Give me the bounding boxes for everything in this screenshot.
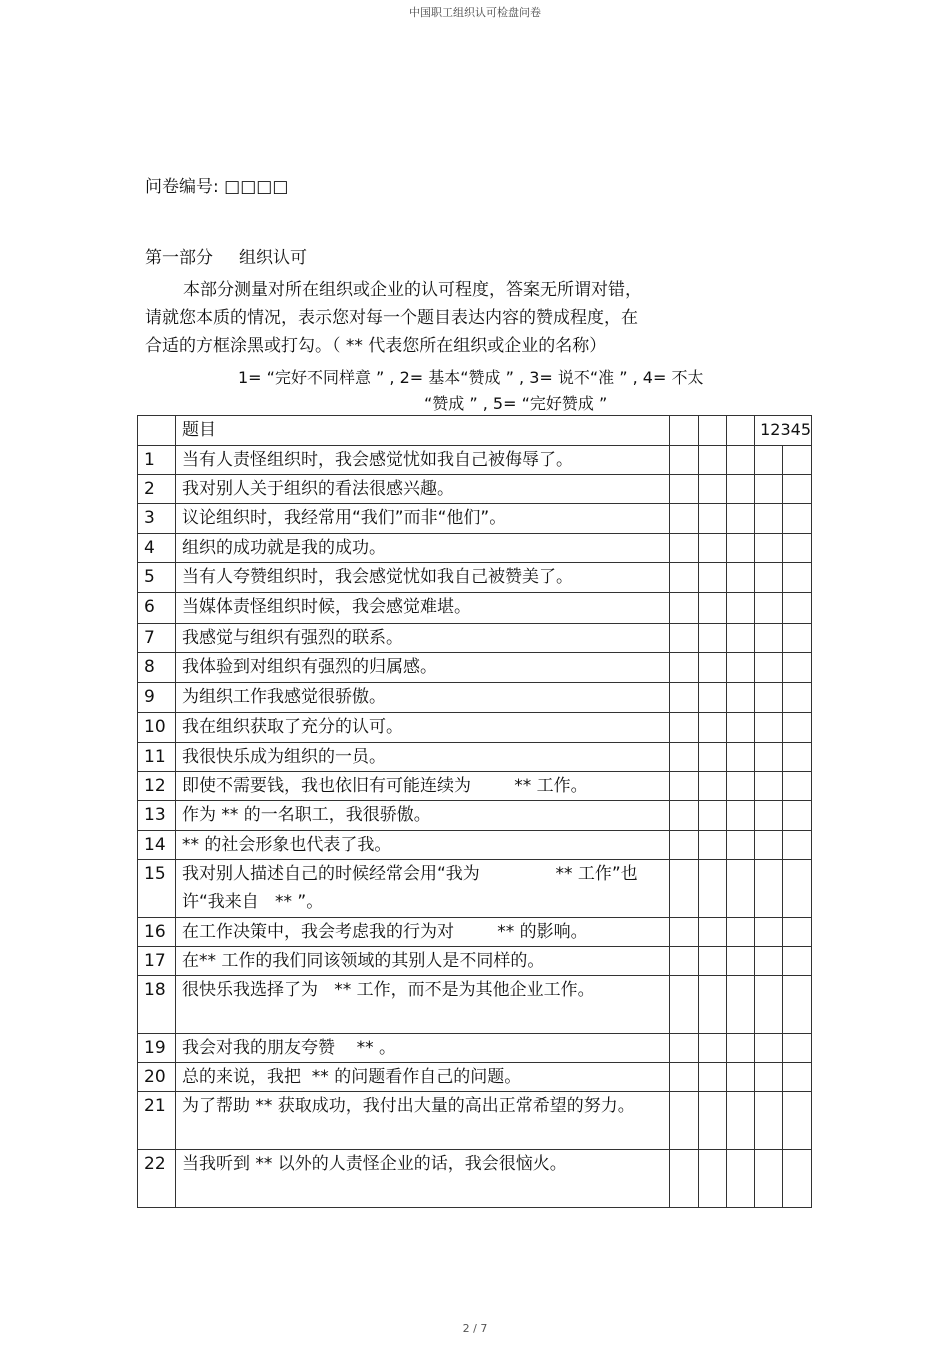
answer-box-4[interactable] [755, 713, 783, 743]
answer-box-2[interactable] [699, 976, 727, 1034]
item-text: 在** 工作的我们同该领域的其别人是不同样的。 [176, 947, 670, 976]
answer-box-2[interactable] [699, 772, 727, 801]
answer-box-5[interactable] [783, 743, 812, 772]
answer-box-1[interactable] [670, 831, 699, 860]
answer-box-2[interactable] [699, 593, 727, 624]
item-text: 为了帮助 ** 获取成功，我付出大量的高出正常希望的努力。 [176, 1092, 670, 1150]
item-text: 当有人责怪组织时，我会感觉忧如我自己被侮辱了。 [176, 446, 670, 475]
answer-box-2[interactable] [699, 446, 727, 475]
table-row [138, 534, 812, 563]
table-row [138, 1150, 812, 1208]
intro-line: 请就您本质的情况，表示您对每一个题目表达内容的赞成程度，在 [145, 308, 638, 328]
answer-box-5[interactable] [783, 683, 812, 713]
header-score-cell [727, 416, 755, 446]
item-number: 21 [138, 1092, 176, 1150]
answer-box-1[interactable] [670, 947, 699, 976]
answer-box-4[interactable] [755, 772, 783, 801]
item-number: 4 [138, 534, 176, 563]
answer-box-2[interactable] [699, 801, 727, 831]
answer-box-3[interactable] [727, 1150, 755, 1208]
item-text: 很快乐我选择了为 ** 工作，而不是为其他企业工作。 [176, 976, 670, 1034]
answer-box-2[interactable] [699, 860, 727, 918]
item-number: 3 [138, 504, 176, 534]
answer-box-1[interactable] [670, 446, 699, 475]
item-text: 总的来说，我把 ** 的问题看作自己的问题。 [176, 1063, 670, 1092]
answer-box-5[interactable] [783, 772, 812, 801]
answer-box-2[interactable] [699, 1150, 727, 1208]
answer-box-2[interactable] [699, 475, 727, 504]
answer-box-4[interactable] [755, 976, 783, 1034]
table-row [138, 1034, 812, 1063]
answer-box-2[interactable] [699, 918, 727, 947]
answer-box-2[interactable] [699, 563, 727, 593]
answer-box-4[interactable] [755, 624, 783, 653]
answer-box-4[interactable] [755, 860, 783, 918]
answer-box-4[interactable] [755, 918, 783, 947]
document-header: 中国职工组织认可检盘问卷 [409, 6, 541, 19]
answer-box-1[interactable] [670, 1034, 699, 1063]
answer-box-3[interactable] [727, 1034, 755, 1063]
table-row [138, 593, 812, 624]
item-number: 13 [138, 801, 176, 831]
answer-box-2[interactable] [699, 947, 727, 976]
answer-box-5[interactable] [783, 801, 812, 831]
answer-box-2[interactable] [699, 1063, 727, 1092]
table-row [138, 918, 812, 947]
answer-box-3[interactable] [727, 947, 755, 976]
questionnaire-number: 问卷编号: □□□□ [145, 177, 289, 197]
answer-box-5[interactable] [783, 446, 812, 475]
answer-box-3[interactable] [727, 534, 755, 563]
item-number: 2 [138, 475, 176, 504]
answer-box-3[interactable] [727, 713, 755, 743]
answer-box-5[interactable] [783, 947, 812, 976]
section-label: 第一部分 [145, 248, 213, 268]
answer-box-1[interactable] [670, 1063, 699, 1092]
header-number-cell [138, 416, 176, 446]
scale-legend-line: 1= “完好不同样意 ” , 2= 基本“赞成 ” , 3= 说不“准 ” , 4= 不太 [238, 368, 704, 387]
survey-table-body [138, 416, 812, 1208]
answer-box-4[interactable] [755, 801, 783, 831]
answer-box-2[interactable] [699, 504, 727, 534]
answer-box-4[interactable] [755, 1092, 783, 1150]
answer-box-3[interactable] [727, 976, 755, 1034]
answer-box-3[interactable] [727, 1063, 755, 1092]
answer-box-3[interactable] [727, 653, 755, 683]
item-number: 10 [138, 713, 176, 743]
header-score-cell [699, 416, 727, 446]
answer-box-1[interactable] [670, 918, 699, 947]
item-text: 我体验到对组织有强烈的归属感。 [176, 653, 670, 683]
answer-box-5[interactable] [783, 1034, 812, 1063]
item-number: 15 [138, 860, 176, 918]
answer-box-1[interactable] [670, 860, 699, 918]
item-text: 组织的成功就是我的成功。 [176, 534, 670, 563]
answer-box-2[interactable] [699, 743, 727, 772]
answer-box-4[interactable] [755, 504, 783, 534]
answer-box-1[interactable] [670, 1150, 699, 1208]
header-item-cell: 题目 [176, 416, 670, 446]
answer-box-2[interactable] [699, 534, 727, 563]
answer-box-3[interactable] [727, 624, 755, 653]
item-number: 7 [138, 624, 176, 653]
item-number: 20 [138, 1063, 176, 1092]
answer-box-4[interactable] [755, 563, 783, 593]
answer-box-3[interactable] [727, 918, 755, 947]
answer-box-4[interactable] [755, 831, 783, 860]
answer-box-3[interactable] [727, 563, 755, 593]
item-number: 6 [138, 593, 176, 624]
item-number: 18 [138, 976, 176, 1034]
answer-box-5[interactable] [783, 593, 812, 624]
table-row [138, 446, 812, 475]
answer-box-5[interactable] [783, 624, 812, 653]
survey-table [137, 415, 812, 1208]
table-row [138, 976, 812, 1034]
answer-box-3[interactable] [727, 446, 755, 475]
answer-box-1[interactable] [670, 593, 699, 624]
answer-box-2[interactable] [699, 1092, 727, 1150]
answer-box-4[interactable] [755, 446, 783, 475]
item-number: 22 [138, 1150, 176, 1208]
item-text: 为组织工作我感觉很骄傲。 [176, 683, 670, 713]
answer-box-1[interactable] [670, 504, 699, 534]
item-number: 5 [138, 563, 176, 593]
answer-box-5[interactable] [783, 534, 812, 563]
item-text: 我会对我的朋友夸赞 ** 。 [176, 1034, 670, 1063]
answer-box-5[interactable] [783, 1092, 812, 1150]
answer-box-1[interactable] [670, 624, 699, 653]
item-number: 1 [138, 446, 176, 475]
answer-box-5[interactable] [783, 831, 812, 860]
answer-box-4[interactable] [755, 593, 783, 624]
answer-box-5[interactable] [783, 504, 812, 534]
table-row [138, 831, 812, 860]
intro-line: 合适的方框涂黑或打勾。（ ** 代表您所在组织或企业的名称） [145, 336, 607, 356]
answer-box-4[interactable] [755, 1063, 783, 1092]
answer-box-2[interactable] [699, 713, 727, 743]
table-row [138, 772, 812, 801]
answer-box-4[interactable] [755, 475, 783, 504]
table-header-row [138, 416, 812, 446]
table-row [138, 653, 812, 683]
item-text: 议论组织时，我经常用“我们”而非“他们”。 [176, 504, 670, 534]
item-text: 即使不需要钱，我也依旧有可能连续为 ** 工作。 [176, 772, 670, 801]
table-row [138, 504, 812, 534]
section-title: 组织认可 [239, 248, 307, 268]
answer-box-4[interactable] [755, 683, 783, 713]
item-text: ** 的社会形象也代表了我。 [176, 831, 670, 860]
answer-box-1[interactable] [670, 475, 699, 504]
answer-box-5[interactable] [783, 976, 812, 1034]
intro-line: 本部分测量对所在组织或企业的认可程度，答案无所谓对错， [183, 280, 642, 300]
table-row [138, 801, 812, 831]
answer-box-2[interactable] [699, 831, 727, 860]
section-heading [145, 243, 307, 268]
answer-box-5[interactable] [783, 653, 812, 683]
item-number: 9 [138, 683, 176, 713]
answer-box-3[interactable] [727, 772, 755, 801]
answer-box-1[interactable] [670, 1092, 699, 1150]
answer-box-5[interactable] [783, 563, 812, 593]
answer-box-1[interactable] [670, 976, 699, 1034]
answer-box-3[interactable] [727, 593, 755, 624]
item-text: 我感觉与组织有强烈的联系。 [176, 624, 670, 653]
answer-box-2[interactable] [699, 624, 727, 653]
item-number: 12 [138, 772, 176, 801]
item-text: 当媒体责怪组织时候，我会感觉难堪。 [176, 593, 670, 624]
item-number: 17 [138, 947, 176, 976]
answer-box-3[interactable] [727, 743, 755, 772]
item-text: 当有人夸赞组织时，我会感觉忧如我自己被赞美了。 [176, 563, 670, 593]
table-row [138, 1063, 812, 1092]
item-text: 我在组织获取了充分的认可。 [176, 713, 670, 743]
table-row [138, 713, 812, 743]
answer-box-2[interactable] [699, 683, 727, 713]
answer-box-3[interactable] [727, 475, 755, 504]
answer-box-3[interactable] [727, 860, 755, 918]
answer-box-4[interactable] [755, 947, 783, 976]
answer-box-1[interactable] [670, 563, 699, 593]
answer-box-4[interactable] [755, 534, 783, 563]
answer-box-2[interactable] [699, 653, 727, 683]
table-row [138, 563, 812, 593]
header-scale-cell: 12345 [755, 416, 812, 446]
answer-box-5[interactable] [783, 1063, 812, 1092]
answer-box-5[interactable] [783, 713, 812, 743]
item-text: 我对别人关于组织的看法很感兴趣。 [176, 475, 670, 504]
item-number: 11 [138, 743, 176, 772]
answer-box-3[interactable] [727, 801, 755, 831]
table-row [138, 683, 812, 713]
item-text: 作为 ** 的一名职工，我很骄傲。 [176, 801, 670, 831]
page-number: 2 / 7 [462, 1322, 488, 1335]
table-row [138, 624, 812, 653]
table-row [138, 860, 812, 918]
answer-box-1[interactable] [670, 653, 699, 683]
answer-box-1[interactable] [670, 772, 699, 801]
answer-box-5[interactable] [783, 860, 812, 918]
answer-box-1[interactable] [670, 683, 699, 713]
answer-box-5[interactable] [783, 1150, 812, 1208]
item-text: 我对别人描述自己的时候经常会用“我为 ** 工作”也许“我来自 ** ”。 [176, 860, 670, 918]
item-text: 当我听到 ** 以外的人责怪企业的话，我会很恼火。 [176, 1150, 670, 1208]
table-row [138, 947, 812, 976]
answer-box-3[interactable] [727, 831, 755, 860]
answer-box-4[interactable] [755, 1034, 783, 1063]
answer-box-4[interactable] [755, 653, 783, 683]
answer-box-4[interactable] [755, 743, 783, 772]
item-number: 19 [138, 1034, 176, 1063]
table-row [138, 743, 812, 772]
answer-box-4[interactable] [755, 1150, 783, 1208]
item-number: 8 [138, 653, 176, 683]
answer-box-1[interactable] [670, 801, 699, 831]
item-number: 14 [138, 831, 176, 860]
answer-box-2[interactable] [699, 1034, 727, 1063]
answer-box-3[interactable] [727, 1092, 755, 1150]
answer-box-5[interactable] [783, 475, 812, 504]
scale-legend-line: “赞成 ” , 5= “完好赞成 ” [424, 394, 608, 413]
answer-box-5[interactable] [783, 918, 812, 947]
header-score-cell [670, 416, 699, 446]
answer-box-3[interactable] [727, 504, 755, 534]
item-text: 在工作决策中，我会考虑我的行为对 ** 的影响。 [176, 918, 670, 947]
answer-box-3[interactable] [727, 683, 755, 713]
answer-box-1[interactable] [670, 534, 699, 563]
table-row [138, 475, 812, 504]
answer-box-1[interactable] [670, 713, 699, 743]
answer-box-1[interactable] [670, 743, 699, 772]
item-text: 我很快乐成为组织的一员。 [176, 743, 670, 772]
item-number: 16 [138, 918, 176, 947]
table-row [138, 1092, 812, 1150]
